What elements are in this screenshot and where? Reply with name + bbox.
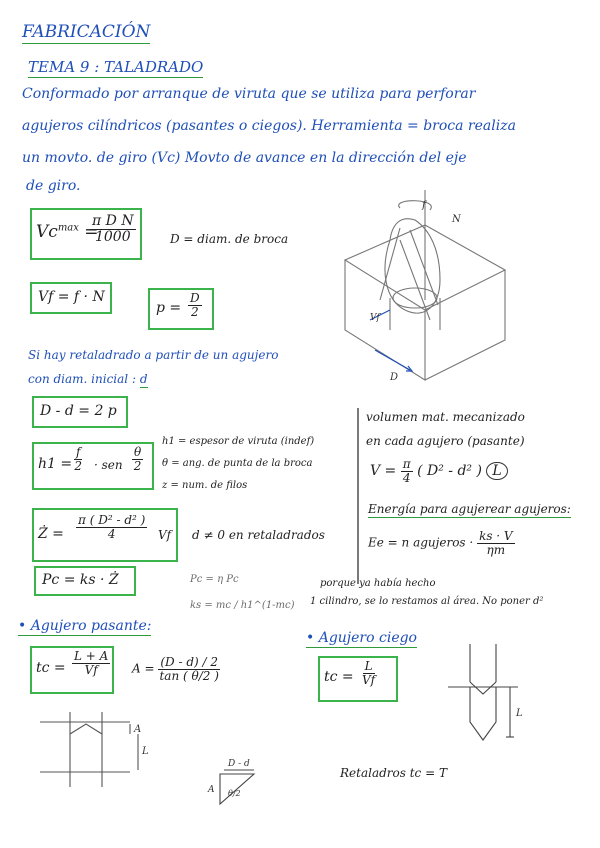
energy-formula: Ee = n agujeros · $\frac{ks \cdot V}{\eta m}$ [368, 529, 513, 557]
vc-formula-box [30, 208, 142, 260]
volume-line2: en cada agujero (pasante) [366, 434, 525, 448]
h1-formula-box [32, 442, 154, 490]
pc-formula: Pc = ks · Ż [42, 572, 119, 588]
through-tc-lhs: tc = [36, 660, 66, 676]
vc-fraction: $\frac{\text{π D N}}{1000}$ [92, 213, 134, 245]
z-lhs: Ż = [38, 526, 64, 542]
retaladro-note: Retaladros tc = T [340, 766, 447, 780]
through-hole-title: • Agujero pasante: [18, 618, 152, 634]
vf-formula: Vf = f · N [38, 289, 105, 305]
z-vf: Vf [158, 528, 172, 542]
energy-title: Energía para agujerear agujeros: [368, 502, 571, 516]
blind-hole-title: • Agujero ciego [306, 630, 417, 646]
z-formula-box [32, 508, 178, 562]
through-a-label: A [134, 724, 142, 735]
triangle-dd-label: D - d [228, 759, 250, 769]
volume-note-2: 1 cilindro, se lo restamos al área. No poner d² [310, 596, 544, 607]
z-note: d ≠ 0 en retaladrados [192, 528, 325, 542]
drill-isometric-diagram [330, 180, 530, 383]
through-l-label: L [142, 746, 149, 757]
blind-tc-lhs: tc = [324, 669, 354, 685]
intro-line: Conformado por arranque de viruta que se utiliza para perforar [22, 86, 476, 102]
dd-formula: D - d = 2 p [40, 403, 117, 419]
angle-triangle-diagram [206, 756, 276, 810]
through-hole-diagram [30, 712, 160, 792]
a-formula: A = $\frac{(D - d) / 2}{\tan ( \theta/2 )}$ [132, 655, 219, 683]
through-tc-fraction: $\frac{L + A}{Vf}$ [74, 649, 109, 677]
triangle-theta-label: θ/2 [228, 789, 241, 798]
volume-formula: V = $\frac{\pi}{4}$ ( D² - d² ) L [370, 458, 508, 484]
dd-formula-box [32, 396, 128, 428]
pc-side-note-1: Pc = η Pc [190, 574, 239, 585]
vf-formula-box [30, 282, 112, 314]
blind-tc-box [318, 656, 398, 702]
right-column-divider [356, 408, 360, 584]
intro-line: un movto. de giro (Vc) Movto de avance en la dirección del eje [22, 150, 467, 166]
h1-sen: · sen [94, 458, 123, 472]
p-formula-box [148, 288, 214, 330]
iso-rpm-label: N [452, 214, 461, 225]
pc-formula-box [34, 566, 136, 596]
course-title: FABRICACIÓN [22, 22, 151, 42]
h1-note-3: z = num. de filos [162, 480, 248, 491]
pc-side-note-2: ks = mc / h1^(1-mc) [190, 600, 295, 611]
vc-note: D = diam. de broca [170, 232, 289, 246]
z-fraction: $\frac{\text{π ( D² - d² )}}{4}$ [78, 513, 146, 541]
iso-diam-label: D [390, 372, 399, 383]
triangle-a-label: A [208, 785, 215, 795]
h1-frac1: $\frac{f}{2}$ [74, 445, 83, 473]
p-lhs: p = [156, 300, 182, 316]
h1-lhs: h1 = [38, 456, 73, 472]
h1-note-1: h1 = espesor de viruta (indef) [162, 436, 315, 447]
blind-tc-fraction: $\frac{L}{Vf}$ [362, 659, 376, 687]
vc-lhs: $Vc^{max}$ = [36, 222, 99, 242]
volume-note-1: porque ya había hecho [320, 578, 436, 589]
iso-feed-label: f [422, 200, 426, 211]
volume-line1: volumen mat. mecanizado [366, 410, 525, 424]
topic-title: TEMA 9 : TALADRADO [28, 58, 204, 76]
blind-l-label: L [516, 708, 523, 719]
intro-line: agujeros cilíndricos (pasantes o ciegos). Herramienta = broca realiza [22, 118, 516, 134]
intro-line: de giro. [26, 178, 81, 194]
iso-vf-label: Vf [370, 313, 380, 323]
h1-note-2: θ = ang. de punta de la broca [162, 458, 313, 469]
reaming-line2: con diam. inicial : d [28, 372, 148, 386]
h1-frac2: $\frac{\theta}{2}$ [133, 445, 142, 473]
p-fraction: $\frac{D}{2}$ [190, 291, 200, 319]
through-tc-box [30, 646, 114, 694]
blind-hole-diagram [448, 642, 548, 752]
reaming-line1: Si hay retaladrado a partir de un agujero [28, 348, 279, 362]
